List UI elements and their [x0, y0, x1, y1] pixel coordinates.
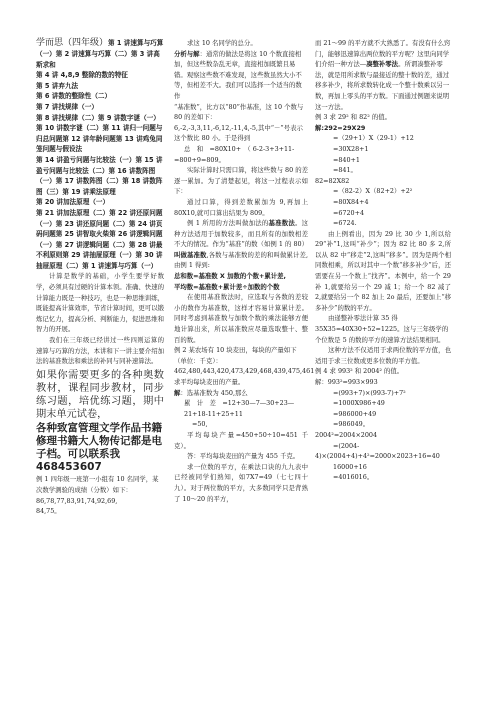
differences: 6,-2,-3,3,11,-6,12,-11,4,-5,其中“－”号表示这个数比 80 小。于是得到 [174, 123, 303, 143]
column-left [36, 38, 164, 517]
calc-line: =840+1 [333, 155, 360, 164]
paragraph: 通过口算，得到差数累加为 9,再加上 80X10,就可口算出结果为 809。 [174, 197, 308, 217]
intro-paragraph-2: 我们在三年级已经讲过一些四则运算的速算与巧算的方法，本讲和下一讲主要介绍加法的基准数法和乘法的补同与同补速算法。 [36, 336, 164, 366]
term: 凑整补零法 [366, 60, 399, 69]
toc-entry: 第 4 讲 4,8,9 整除的数的特征 [36, 71, 128, 80]
paragraph: 求一位数的平方，在乘法口诀的九九表中已经被同学们熟知，如7X7=49（七七四十九）。对于两位数的平方，大多数同学只是背熟了 10～20 的平方， [174, 462, 308, 503]
solution-text: ：选基准数为 450,那么 [180, 388, 248, 397]
analysis [174, 49, 308, 102]
toc-entry: 第 8 讲找规律（二）第 9 讲数字谜（一）第 10 讲数字谜（二）第 11 讲归一问题与归总问题第 12 讲年龄问题第 13 讲鸡兔同笼问题与假设法 [36, 113, 163, 154]
calc-line: 4)×(2004+4)+4²=2000×2023+16=40 [315, 452, 440, 461]
paragraph [315, 38, 451, 112]
toc-entry: 第 1 讲速算与巧算（一）第 2 讲速算与巧算（二）第 3 讲高斯求和 [36, 39, 164, 69]
formula: 平均数=基准数+累计差÷加数的个数 [174, 282, 280, 291]
calc-line: =6720+4 [333, 208, 365, 217]
text: 而 21～99 的平方就不大熟悉了。有没有什么窍门，能够迅速算出两位数的平方呢？这里向同学们介绍一种方法— [315, 39, 451, 69]
toc-block [36, 38, 164, 70]
calc-line: =841。 [333, 166, 357, 175]
toc-entry: 第 21 讲加法原理（二）第 22 讲还原问题（一）第 23 讲还原问题（二）第 24 讲页码问题第 25 讲智取火柴第 26 讲逻辑问题（一）第 27 讲逻辑问题（二）第 28 讲最不利原则第 29 讲抽屉原理（一）第 30 讲抽屉原理（二）第 1 讲速算与巧算（一） [36, 208, 163, 270]
paragraph: 由递整补零法计算 35 得 [328, 314, 398, 323]
solution: 解：993²=993×993 [315, 378, 378, 386]
calc-line: =986049。 [333, 420, 370, 429]
intro-paragraph: 计算是数学的基础，小学生要学好数学，必须具有过硬的计算本领。准确、快速的计算能力既是一种技巧，也是一种思维训练，既能提高计算效率，节省计算时间，更可以锻炼记忆力，提高分析、判断能力，促进思维和智力的开展。 [36, 272, 164, 334]
paragraph: 由上例看出，因为 29 比 30 少 1,所以给 29“补”1,这叫“补少”；因为 82 比 80 多 2,所以从 82 中“移走”2,这叫“移多”。因为是两个相同数相乘，所以对其中一个数“移多补少”后，还需要在另一个数上“找齐”。本例中，给一个 29 补 1,就要给另一个 29 减 1；给一个 82 减了 2,就要给另一个 82 加上 2o 最后，还要加上“移多补少”的数的平方。 [315, 229, 451, 312]
toc-entry: 第 20 讲加法原理（一） [36, 198, 110, 207]
example-2-data: 462,480,443,420,473,429,468,439,475,461 求平均每块麦田的产量。 [174, 367, 315, 386]
calc-line: =4016016。 [333, 473, 374, 482]
toc-entry: 第 5 讲弃九法 [36, 81, 79, 90]
text: 例 1 所用的方法叫做加法的 [187, 219, 269, 228]
paragraph: 35X35=40X30+52=1225。这与三年级学的个位数是 5 的数的平方的速算方法结果相同。 [315, 325, 449, 344]
calc-line: 82=82X82 [315, 176, 350, 185]
term: 基准数法 [268, 219, 295, 228]
text: 。这种方法适用于加数较多，而且所有的加数相差不大的情况。作为“基准”的数（如例 1 的 80） [174, 219, 308, 249]
column-right [315, 38, 451, 483]
text: ,各数与基准数的差的和叫做累计差,由例 1 得到: [174, 250, 309, 270]
toc-entry: 第 6 讲数的整除性（二） [36, 92, 112, 101]
paragraph: 在使用基准数法时，应选取与各数的差较小的数作为基准数，这样才容易计算累计差。同时考虑到基准数与加数个数的乘法能够方便地计算出来，所以基准数应尽量选取整十、整百的数。 [174, 293, 308, 344]
solution: 解:292=29X29 [315, 123, 366, 132]
document-title: 学而思（四年级） [36, 38, 109, 48]
toc-entry: 第 7 讲找规律（一） [36, 102, 98, 111]
text: 。所谓凑整补零法，就是用所求数与最接近的整十数的差，通过移多补少，将所求数转化成一个整十数乘以另一数，再加上零头的平方数。下面通过例题来说明这一方法。 [315, 60, 450, 111]
cumulative-result: =50, [192, 420, 208, 429]
column-middle [174, 38, 315, 504]
example-2: 例 2 某农场有 10 块麦田，每块的产量如下（单位：千克）： [174, 346, 297, 365]
paragraph: “基准数”，比方以“80”作基准，这 10 个数与 80 的差如下： [174, 102, 304, 122]
solution-label: 解 [174, 388, 181, 397]
question: 求这 10 名同学的总分。 [187, 39, 257, 47]
example-1: 例 1 四年级一班第一小组有 10 名同学，某次数学测验的成绩（分数）如下： [36, 475, 159, 495]
calc-line: =6724. [333, 219, 357, 228]
term: 叫做基准数 [174, 250, 207, 259]
paragraph: 这种方法不仅适用于求两位数的平方值，也适用于求三位数或更多位数的平方值。 [315, 346, 451, 365]
example-4: 例 4 求 993² 和 2004² 的值。 [315, 367, 404, 376]
calc-line: 2004²=2004×2004 [315, 430, 378, 439]
calc-line: =（82-2）X（82+2）+2² [333, 187, 413, 196]
analysis-text: ：通常的做法是将这 10 个数直接相加，但这些数杂乱无章，直接相加既繁且易错。观察这些数不难发现，这些数虽然大小不等，但相差不大。我们可以选择一个适当的数作 [174, 49, 302, 100]
toc-entry: 第 14 讲盈亏问题与比较法（一）第 15 讲盈亏问题与比较法（二）第 16 讲数阵图（一）第 17 讲数阵图（二）第 18 讲数阵图（三）第 19 讲乘法原理 [36, 155, 163, 196]
paragraph: 实际计算时只需口算，将这些数与 80 的差逐一累加。为了清楚起见，将这一过程表示如下： [174, 166, 308, 196]
calc-line: =986000+49 [333, 409, 377, 418]
calc-line: =30X28+1 [333, 144, 369, 153]
ad-text: 如果你需要更多的各种奥数教材，课程同步教材，同步练习题，培优练习题，期中期末单元试卷， [36, 369, 164, 421]
formula: 总和数=基准数 X 加数的个数+累计差, [174, 272, 286, 281]
cumulative-diff: 累 计 差 =12+30—7—30+23—21+18-11+25+11 [184, 399, 295, 418]
calc-line: =(993+7)×(993-7)+7² [333, 388, 406, 397]
ad-text-bold: 各种致富管理文学作品书籍修理书籍大人物传记都是电子档。可以联系我468453607 [36, 421, 162, 474]
example-1-data-end: 84,75。 [36, 507, 61, 516]
calc-line: =(2004- [333, 441, 360, 450]
sum-line: 总 和 =80X10+ （ 6-2-3+3+11- [184, 144, 295, 153]
analysis-label: 分析与解 [174, 49, 200, 58]
paragraph [174, 218, 308, 271]
example-1-data: 86,78,77,83,91,74,92,69, [36, 496, 118, 505]
average: 平均每块产量=450+50÷10=451 千克）。 [174, 430, 308, 450]
sum-result: =800+9=809。 [174, 155, 225, 164]
example-3: 例 3 求 29² 和 82² 的值。 [315, 113, 391, 122]
calc-line: =1000X986+49 [333, 399, 385, 408]
calc-line: =80X84+4 [333, 197, 369, 206]
calc-line: =（29+1）X（29-1）+12 [333, 134, 414, 143]
answer: 答：平均每块麦田的产量为 455 千克。 [187, 452, 300, 461]
calc-line: 16000+16 [333, 462, 367, 471]
